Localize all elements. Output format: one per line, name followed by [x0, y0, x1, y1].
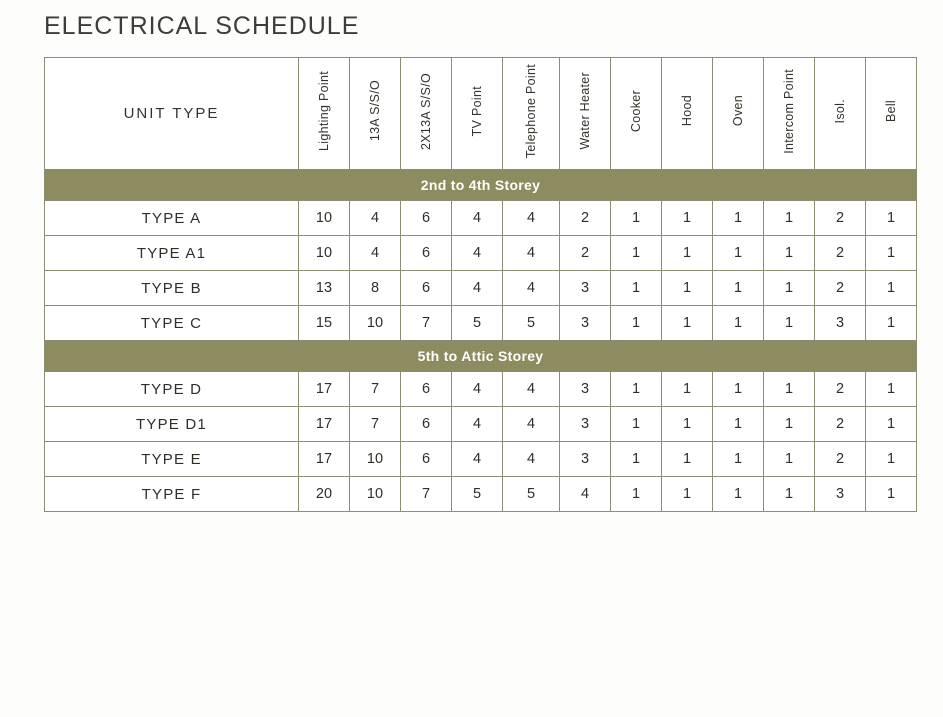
unit-type-cell: TYPE A1 [45, 236, 299, 271]
cell-cooker: 1 [611, 236, 662, 271]
column-header-tv-point [452, 58, 503, 170]
column-header-13a-sso [350, 58, 401, 170]
cell-bell: 1 [866, 477, 917, 512]
cell-cooker: 1 [611, 271, 662, 306]
cell-tv-point: 5 [452, 306, 503, 341]
cell-13a-sso: 10 [350, 442, 401, 477]
cell-hood: 1 [662, 306, 713, 341]
cell-isol: 3 [815, 306, 866, 341]
cell-lighting-point: 17 [299, 407, 350, 442]
cell-isol: 2 [815, 372, 866, 407]
unit-type-cell: TYPE D [45, 372, 299, 407]
column-header-lighting-point [299, 58, 350, 170]
cell-hood: 1 [662, 271, 713, 306]
cell-bell: 1 [866, 201, 917, 236]
table-row [45, 442, 917, 477]
table-row [45, 477, 917, 512]
cell-lighting-point: 17 [299, 442, 350, 477]
cell-tv-point: 4 [452, 372, 503, 407]
unit-type-cell: TYPE F [45, 477, 299, 512]
column-header-intercom-point [764, 58, 815, 170]
cell-telephone-point: 4 [503, 407, 560, 442]
cell-13a-sso: 8 [350, 271, 401, 306]
table-header [45, 58, 917, 170]
cell-intercom-point: 1 [764, 407, 815, 442]
column-header-oven [713, 58, 764, 170]
section-band-row [45, 341, 917, 372]
cell-isol: 2 [815, 271, 866, 306]
cell-bell: 1 [866, 407, 917, 442]
unit-type-cell: TYPE A [45, 201, 299, 236]
cell-intercom-point: 1 [764, 271, 815, 306]
cell-hood: 1 [662, 372, 713, 407]
unit-type-cell: TYPE E [45, 442, 299, 477]
cell-2x13a-sso: 6 [401, 236, 452, 271]
cell-cooker: 1 [611, 477, 662, 512]
cell-cooker: 1 [611, 306, 662, 341]
table-header-row [45, 58, 917, 170]
column-header-2x13a-sso-label: 2X13A S/S/O [418, 72, 433, 150]
cell-hood: 1 [662, 477, 713, 512]
column-header-water-heater-label: Water Heater [577, 72, 592, 150]
cell-2x13a-sso: 6 [401, 407, 452, 442]
cell-lighting-point: 10 [299, 236, 350, 271]
column-header-bell [866, 58, 917, 170]
section-band-label-2nd-to-4th: 2nd to 4th Storey [45, 170, 917, 201]
cell-water-heater: 3 [560, 271, 611, 306]
cell-2x13a-sso: 7 [401, 306, 452, 341]
cell-cooker: 1 [611, 201, 662, 236]
cell-bell: 1 [866, 442, 917, 477]
unit-type-cell: TYPE B [45, 271, 299, 306]
cell-isol: 3 [815, 477, 866, 512]
cell-oven: 1 [713, 477, 764, 512]
cell-lighting-point: 10 [299, 201, 350, 236]
cell-13a-sso: 4 [350, 236, 401, 271]
cell-intercom-point: 1 [764, 236, 815, 271]
cell-13a-sso: 4 [350, 201, 401, 236]
column-header-intercom-point-label: Intercom Point [781, 68, 796, 154]
cell-isol: 2 [815, 236, 866, 271]
cell-cooker: 1 [611, 407, 662, 442]
cell-telephone-point: 4 [503, 372, 560, 407]
table-row [45, 271, 917, 306]
column-header-hood [662, 58, 713, 170]
column-header-cooker-label: Cooker [628, 89, 643, 133]
cell-13a-sso: 10 [350, 306, 401, 341]
table-body [45, 170, 917, 512]
column-header-oven-label: Oven [730, 95, 745, 127]
cell-hood: 1 [662, 236, 713, 271]
cell-telephone-point: 4 [503, 442, 560, 477]
cell-telephone-point: 4 [503, 236, 560, 271]
cell-tv-point: 4 [452, 271, 503, 306]
column-header-2x13a-sso [401, 58, 452, 170]
cell-isol: 2 [815, 407, 866, 442]
cell-oven: 1 [713, 201, 764, 236]
cell-intercom-point: 1 [764, 201, 815, 236]
cell-intercom-point: 1 [764, 477, 815, 512]
column-header-hood-label: Hood [679, 95, 694, 127]
column-header-tv-point-label: TV Point [469, 85, 484, 137]
cell-telephone-point: 5 [503, 477, 560, 512]
column-header-unit-type: UNIT TYPE [45, 58, 299, 170]
cell-2x13a-sso: 6 [401, 372, 452, 407]
cell-2x13a-sso: 6 [401, 442, 452, 477]
cell-intercom-point: 1 [764, 372, 815, 407]
table-row [45, 201, 917, 236]
cell-13a-sso: 10 [350, 477, 401, 512]
cell-oven: 1 [713, 442, 764, 477]
section-band-label-5th-to-attic: 5th to Attic Storey [45, 341, 917, 372]
cell-water-heater: 4 [560, 477, 611, 512]
column-header-isol [815, 58, 866, 170]
cell-lighting-point: 13 [299, 271, 350, 306]
unit-type-cell: TYPE D1 [45, 407, 299, 442]
unit-type-cell: TYPE C [45, 306, 299, 341]
cell-tv-point: 4 [452, 442, 503, 477]
column-header-bell-label: Bell [883, 99, 898, 123]
cell-oven: 1 [713, 236, 764, 271]
column-header-telephone-point [503, 58, 560, 170]
cell-water-heater: 3 [560, 306, 611, 341]
cell-oven: 1 [713, 372, 764, 407]
cell-tv-point: 5 [452, 477, 503, 512]
cell-isol: 2 [815, 442, 866, 477]
cell-water-heater: 3 [560, 407, 611, 442]
cell-telephone-point: 5 [503, 306, 560, 341]
cell-hood: 1 [662, 442, 713, 477]
cell-oven: 1 [713, 306, 764, 341]
cell-water-heater: 2 [560, 236, 611, 271]
electrical-schedule-table-wrapper [44, 57, 902, 512]
cell-13a-sso: 7 [350, 407, 401, 442]
cell-intercom-point: 1 [764, 306, 815, 341]
cell-isol: 2 [815, 201, 866, 236]
cell-water-heater: 2 [560, 201, 611, 236]
column-header-13a-sso-label: 13A S/S/O [367, 80, 382, 142]
cell-2x13a-sso: 7 [401, 477, 452, 512]
table-row [45, 236, 917, 271]
cell-tv-point: 4 [452, 236, 503, 271]
column-header-water-heater [560, 58, 611, 170]
column-header-telephone-point-label: Telephone Point [523, 63, 538, 159]
section-band-row [45, 170, 917, 201]
cell-intercom-point: 1 [764, 442, 815, 477]
cell-bell: 1 [866, 271, 917, 306]
cell-2x13a-sso: 6 [401, 271, 452, 306]
cell-cooker: 1 [611, 372, 662, 407]
cell-tv-point: 4 [452, 407, 503, 442]
cell-water-heater: 3 [560, 442, 611, 477]
cell-hood: 1 [662, 201, 713, 236]
cell-oven: 1 [713, 271, 764, 306]
cell-tv-point: 4 [452, 201, 503, 236]
cell-13a-sso: 7 [350, 372, 401, 407]
cell-lighting-point: 17 [299, 372, 350, 407]
cell-2x13a-sso: 6 [401, 201, 452, 236]
cell-bell: 1 [866, 372, 917, 407]
cell-hood: 1 [662, 407, 713, 442]
column-header-lighting-point-label: Lighting Point [316, 71, 331, 151]
cell-telephone-point: 4 [503, 201, 560, 236]
cell-bell: 1 [866, 306, 917, 341]
cell-cooker: 1 [611, 442, 662, 477]
page-title: ELECTRICAL SCHEDULE [44, 12, 360, 40]
cell-lighting-point: 15 [299, 306, 350, 341]
cell-telephone-point: 4 [503, 271, 560, 306]
cell-bell: 1 [866, 236, 917, 271]
cell-lighting-point: 20 [299, 477, 350, 512]
column-header-isol-label: Isol. [832, 98, 847, 124]
table-row [45, 306, 917, 341]
cell-oven: 1 [713, 407, 764, 442]
table-row [45, 372, 917, 407]
cell-water-heater: 3 [560, 372, 611, 407]
column-header-cooker [611, 58, 662, 170]
electrical-schedule-table [44, 57, 917, 512]
table-row [45, 407, 917, 442]
